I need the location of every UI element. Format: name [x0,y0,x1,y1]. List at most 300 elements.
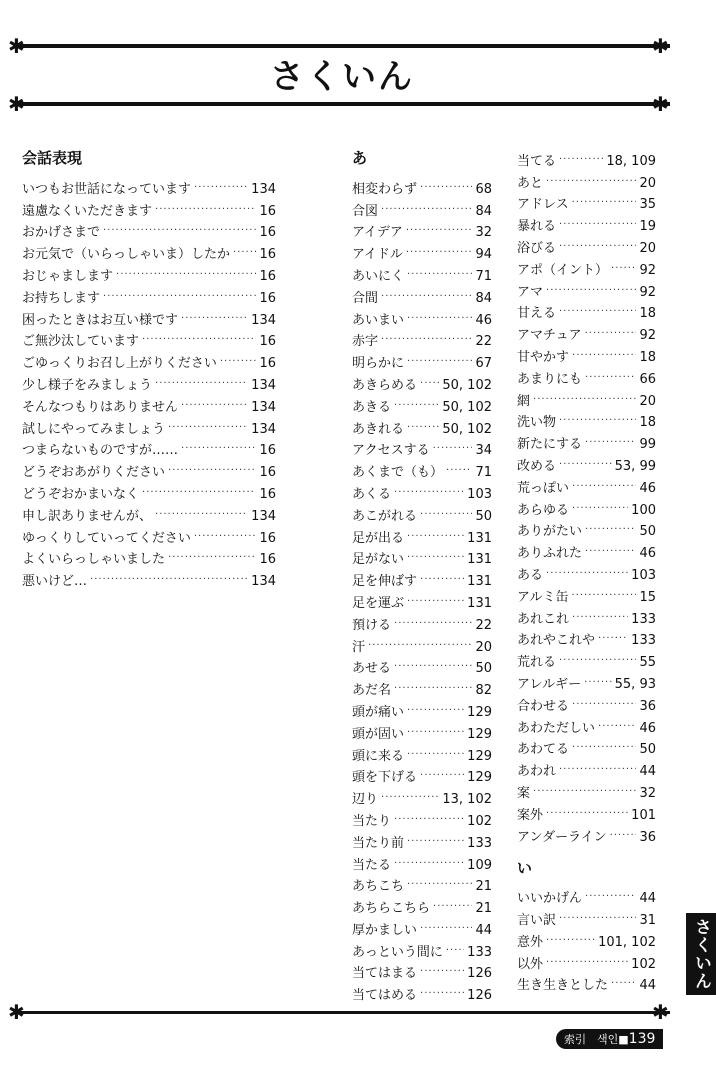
index-page-ref: 134 [251,181,276,197]
index-entry [517,606,656,628]
index-page-ref: 99 [639,437,656,453]
star-ornament-icon: ✱ [8,1000,25,1024]
dot-leader [116,267,256,283]
star-ornament-icon: ✱ [8,34,25,58]
dot-leader [546,933,595,949]
dot-leader [168,420,248,436]
dot-leader [559,762,636,778]
index-entry [517,951,656,973]
index-entry [22,307,276,329]
dot-leader [155,202,256,218]
dot-leader [181,398,248,414]
index-entry [22,438,276,460]
index-entry [352,372,492,394]
index-term: 以外 [517,956,544,972]
index-entry [517,562,656,584]
index-entry [352,459,492,481]
index-page-ref: 131 [467,595,492,611]
index-page-ref: 50 [475,508,492,524]
index-term: あきらめる [352,377,418,393]
index-entry [22,416,276,438]
dot-leader [585,544,636,560]
dot-leader [394,812,464,828]
index-entry [517,388,656,410]
dot-leader [546,955,628,971]
index-entry [517,649,656,671]
index-page-ref: 55 [639,655,656,671]
dot-leader [90,572,248,588]
index-term: 足がない [352,552,405,568]
index-term: 甘える [517,306,557,322]
dot-leader [420,507,472,523]
index-page-ref: 134 [251,574,276,590]
index-page-ref: 21 [475,901,492,917]
index-term: 少し様子をみましょう [22,377,153,393]
index-entry [352,917,492,939]
dot-leader [394,856,464,872]
dot-leader [142,485,256,501]
index-entry [517,780,656,802]
index-entry [517,453,656,475]
index-term: あいまい [352,312,405,328]
top-rule-lower [14,102,670,106]
dot-leader [546,566,628,582]
index-page-ref: 50 [475,661,492,677]
index-page-ref: 102 [631,956,656,972]
index-term: 生き生きとした [517,978,609,994]
star-ornament-icon: ✱ [8,92,25,116]
index-term: あらゆる [517,502,570,518]
index-page-ref: 46 [639,546,656,562]
index-term: 言い訳 [517,913,557,929]
index-entry [517,929,656,951]
dot-leader [572,740,636,756]
dot-leader [446,943,464,959]
index-page-ref: 16 [259,552,276,568]
section-heading: あ [352,149,368,167]
index-page-ref: 134 [251,312,276,328]
index-term: 改める [517,458,557,474]
index-term: 足が出る [352,530,405,546]
top-rule-upper [14,44,670,48]
dot-leader [407,529,464,545]
dot-leader [381,790,439,806]
page-number: 139 [628,1031,656,1047]
index-entry [517,213,656,235]
index-term: 荒れる [517,655,557,671]
index-page-ref: 16 [259,203,276,219]
index-page-ref: 46 [475,312,492,328]
index-entry [517,257,656,279]
index-page-ref: 129 [467,770,492,786]
index-term: ありふれた [517,546,583,562]
dot-leader [381,332,472,348]
index-term: アクセスする [352,443,430,459]
index-term: 当てはまる [352,966,418,982]
bottom-rule [14,1011,670,1014]
index-entry [517,497,656,519]
index-entry [517,519,656,541]
index-entry [517,431,656,453]
index-column-2 [352,148,492,1004]
index-term: アルミ缶 [517,589,569,605]
index-term: おかげさまで [22,225,101,241]
index-page-ref: 16 [259,268,276,284]
section-heading: 会話表現 [22,149,83,167]
index-column-3 [517,148,656,994]
index-term: アドレス [517,197,569,213]
dot-leader [585,435,636,451]
index-term: ご無沙汰しています [22,334,140,350]
index-term: アマチュア [517,328,582,344]
index-entry [22,525,276,547]
index-term: あれやこれや [517,633,596,649]
index-term: 当てる [517,153,557,169]
dot-leader [394,681,472,697]
dot-leader [194,529,257,545]
index-entry [352,634,492,656]
dot-leader [572,610,628,626]
index-entry [22,503,276,525]
index-entry [517,301,656,323]
index-entry [352,743,492,765]
index-entry [352,416,492,438]
index-page-ref: 134 [251,377,276,393]
index-entry [352,503,492,525]
dot-leader [559,152,603,168]
index-entry [352,590,492,612]
index-entry [352,198,492,220]
index-term: アレルギー [517,676,582,692]
index-term: アイデア [352,225,403,241]
dot-leader [194,180,248,196]
dot-leader [420,921,472,937]
index-page-ref: 18, 109 [606,153,656,169]
dot-leader [585,326,637,342]
index-entry [22,568,276,590]
index-term: 厚かましい [352,922,418,938]
index-page-ref: 67 [475,356,492,372]
index-page-ref: 16 [259,334,276,350]
index-term: あくまで（も） [352,465,444,481]
dot-leader [407,311,472,327]
index-page-ref: 126 [467,966,492,982]
index-entry [352,852,492,874]
index-entry [352,677,492,699]
star-ornament-icon: ✱ [652,34,669,58]
index-entry [22,329,276,351]
index-term: あれこれ [517,611,570,627]
index-page-ref: 129 [467,704,492,720]
index-page-ref: 16 [259,290,276,306]
index-page-ref: 55, 93 [614,676,656,692]
index-page-ref: 100 [631,502,656,518]
index-page-ref: 46 [639,720,656,736]
index-page-ref: 92 [639,262,656,278]
index-entry [352,656,492,678]
index-entry [517,824,656,846]
dot-leader [406,245,473,261]
index-entry [352,786,492,808]
dot-leader [559,413,636,429]
dot-leader [407,725,464,741]
index-page-ref: 134 [251,399,276,415]
index-page-ref: 133 [631,611,656,627]
index-term: ゆっくりしていってください [22,530,191,546]
index-page-ref: 16 [259,356,276,372]
index-page-ref: 134 [251,508,276,524]
index-entry [352,830,492,852]
index-entry [517,344,656,366]
dot-leader [407,747,464,763]
page-footer [556,1029,663,1049]
index-page-ref: 94 [475,247,492,263]
index-entry [352,438,492,460]
dot-leader [572,501,628,517]
index-page-ref: 71 [475,465,492,481]
index-entry [22,394,276,416]
index-term: 相変わらず [352,181,418,197]
index-term: 明らかに [352,356,405,372]
index-page-ref: 131 [467,552,492,568]
index-entry [517,737,656,759]
dot-leader [233,245,256,261]
dot-leader [407,703,464,719]
dot-leader [407,594,464,610]
dot-leader [103,289,256,305]
index-entry [352,721,492,743]
index-page-ref: 129 [467,748,492,764]
index-page-ref: 53, 99 [614,458,656,474]
index-entry [517,192,656,214]
index-term: 試しにやってみましょう [22,421,166,437]
index-page-ref: 16 [259,247,276,263]
index-entry [352,285,492,307]
dot-leader [559,239,636,255]
index-term: 洗い物 [517,415,557,431]
index-column-1 [22,148,276,590]
index-term: つまらないものですが…… [22,443,179,459]
index-term: どうぞおあがりください [22,465,166,481]
index-page-ref: 109 [467,857,492,873]
index-term: 預ける [352,617,392,633]
index-entry [517,802,656,824]
index-entry [517,148,656,170]
index-entry [352,241,492,263]
index-page-ref: 18 [639,306,656,322]
dot-leader [168,550,256,566]
index-term: ごゆっくりお召し上がりください [22,356,217,372]
index-page-ref: 16 [259,225,276,241]
index-page-ref: 36 [639,829,656,845]
index-entry [517,693,656,715]
index-page-ref: 84 [475,290,492,306]
index-page-ref: 21 [475,879,492,895]
index-term: あまりにも [517,371,583,387]
index-entry [352,220,492,242]
index-entry [517,366,656,388]
dot-leader [533,784,636,800]
index-term: 遠慮なくいただきます [22,203,153,219]
index-entry [22,481,276,503]
index-page-ref: 68 [475,181,492,197]
index-term: 当たり [352,813,392,829]
index-page-ref: 44 [639,891,656,907]
dot-leader [585,522,636,538]
index-entry [352,525,492,547]
index-page-ref: 84 [475,203,492,219]
index-entry [22,285,276,307]
index-page-ref: 50 [639,524,656,540]
index-page-ref: 131 [467,530,492,546]
side-index-tab: さくいん [686,913,716,995]
index-term: 当たる [352,857,392,873]
index-term: 足を伸ばす [352,574,418,590]
index-term: あきれる [352,421,405,437]
index-term: ありがたい [517,524,583,540]
index-page-ref: 19 [639,219,656,235]
index-entry [517,170,656,192]
index-term: あだ名 [352,683,392,699]
index-entry [352,699,492,721]
dot-leader [571,588,636,604]
dot-leader [585,889,636,905]
index-page-ref: 20 [639,393,656,409]
index-entry [517,279,656,301]
dot-leader [533,392,636,408]
dot-leader [181,311,248,327]
index-entry [22,547,276,569]
index-entry [352,612,492,634]
index-page-ref: 35 [639,197,656,213]
index-term: アンダーライン [517,829,607,845]
dot-leader [572,697,636,713]
dot-leader [155,376,248,392]
index-term: 案 [517,785,531,801]
index-entry [352,329,492,351]
dot-leader [572,195,637,211]
index-page-ref: 103 [631,567,656,583]
index-entry [22,263,276,285]
index-page-ref: 134 [251,421,276,437]
index-entry [517,410,656,432]
index-entry [352,982,492,1004]
dot-leader [168,463,256,479]
index-term: あと [517,175,544,191]
index-term: アイドル [352,247,403,263]
index-page-ref: 32 [475,225,492,241]
index-page-ref: 15 [639,589,656,605]
index-page-ref: 20 [639,175,656,191]
dot-leader [394,616,472,632]
index-page-ref: 82 [475,683,492,699]
index-term: アマ [517,284,544,300]
index-term: 当たり前 [352,835,405,851]
dot-leader [611,976,636,992]
index-term: ある [517,567,544,583]
index-page-ref: 50 [639,742,656,758]
index-page-ref: 133 [631,633,656,649]
index-term: あわてる [517,742,570,758]
star-ornament-icon: ✱ [652,92,669,116]
dot-leader [381,289,472,305]
index-page-ref: 16 [259,486,276,502]
dot-leader [572,479,636,495]
index-page-ref: 44 [475,922,492,938]
dot-leader [407,834,464,850]
index-page-ref: 22 [475,334,492,350]
dot-leader [103,223,256,239]
index-page-ref: 36 [639,698,656,714]
index-term: 赤字 [352,334,379,350]
index-entry [22,220,276,242]
page-title: さくいん [270,57,414,97]
index-page-ref: 20 [639,240,656,256]
index-term: どうぞおかまいなく [22,486,140,502]
dot-leader [559,457,612,473]
index-term: あせる [352,661,392,677]
index-entry [352,547,492,569]
dot-leader [381,202,472,218]
index-entry [352,961,492,983]
index-term: よくいらっしゃいました [22,552,166,568]
index-term: 足を運ぶ [352,595,405,611]
dot-leader [407,877,472,893]
index-entry [352,394,492,416]
index-term: 悪いけど… [22,574,88,590]
dot-leader [572,348,636,364]
index-term: 案外 [517,807,544,823]
index-term: お元気で（いらっしゃいま）したか [22,247,231,263]
index-entry [517,475,656,497]
index-term: 困ったときはお互い様です [22,312,179,328]
index-page-ref: 92 [639,284,656,300]
index-entry [352,874,492,896]
index-term: あわただしい [517,720,596,736]
index-entry [352,939,492,961]
index-term: 合わせる [517,698,570,714]
index-page-ref: 22 [475,617,492,633]
index-page-ref: 92 [639,328,656,344]
index-page-ref: 46 [639,480,656,496]
index-term: 頭が固い [352,726,405,742]
index-page-ref: 18 [639,415,656,431]
index-term: 荒っぽい [517,480,570,496]
index-page-ref: 133 [467,944,492,960]
dot-leader [598,719,636,735]
index-entry [352,895,492,917]
dot-leader [394,485,464,501]
dot-leader [584,675,611,691]
dot-leader [142,332,256,348]
dot-leader [420,572,464,588]
index-entry [352,307,492,329]
index-entry [517,973,656,995]
index-term: 頭が痛い [352,704,405,720]
dot-leader [220,354,257,370]
index-entry [352,808,492,830]
index-page-ref: 50, 102 [442,377,492,393]
index-term: 辺り [352,792,379,808]
index-page-ref: 34 [475,443,492,459]
dot-leader [420,986,464,1002]
index-term: 当てはめる [352,988,418,1004]
index-entry [517,235,656,257]
index-page-ref: 44 [639,978,656,994]
index-term: あっという間に [352,944,443,960]
index-term: あくる [352,486,392,502]
dot-leader [407,354,472,370]
